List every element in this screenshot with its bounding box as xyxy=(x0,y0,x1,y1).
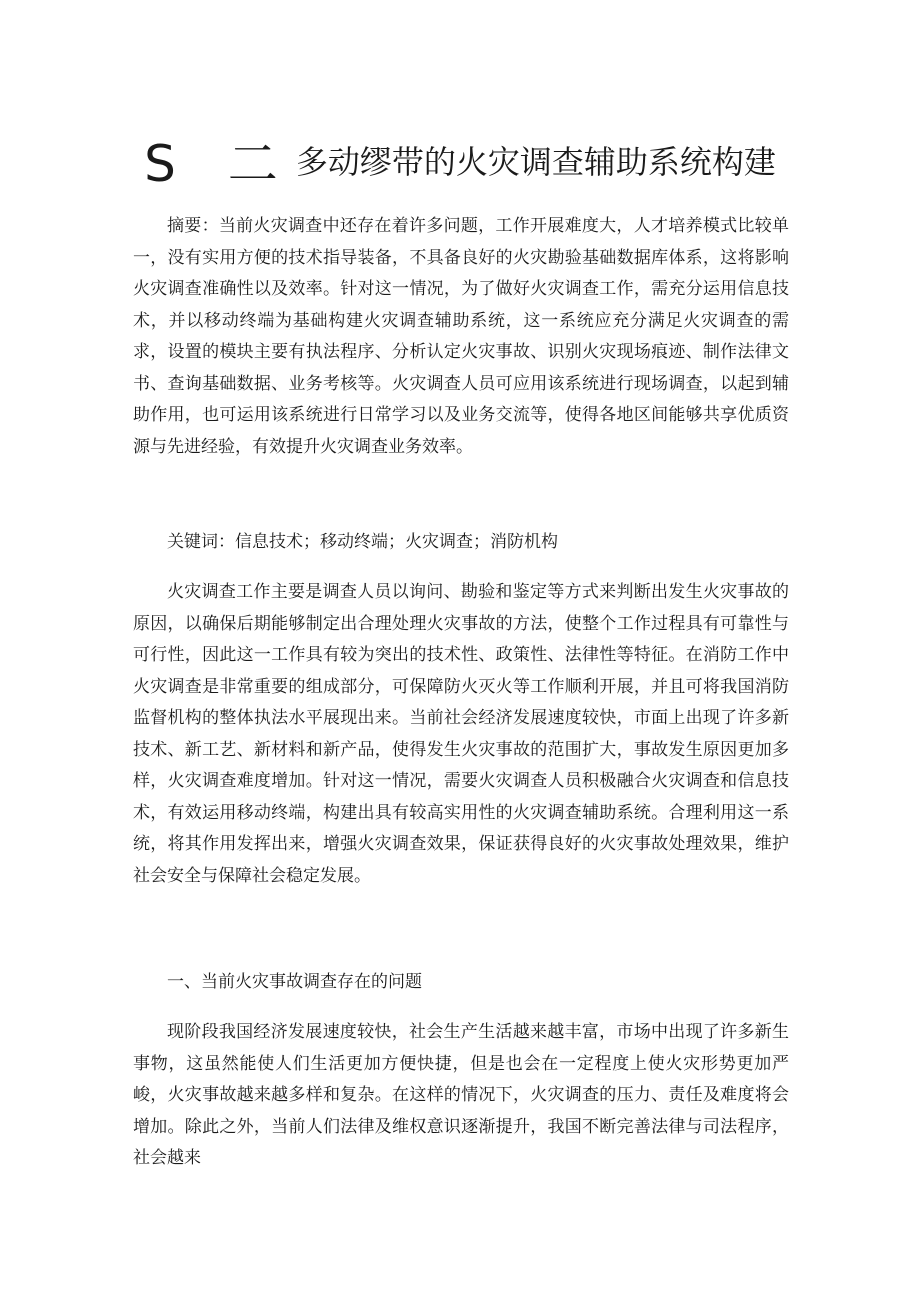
keywords-line: 关键词：信息技术；移动终端；火灾调查；消防机构 xyxy=(167,532,558,552)
document-title xyxy=(0,124,920,196)
intro-paragraph: 火灾调查工作主要是调查人员以询问、勘验和鉴定等方式来判断出发生火灾事故的原因，以确保后期能够制定出合理处理火灾事故的方法，使整个工作过程具有可靠性与可行性，因此这一工作具有较为突出的技术性、政策性、法律性等特征。在消防工作中火灾调查是非常重要的组成部分，可保障防火灭火等工作顺利开展，并且可将我国消防监督机构的整体执法水平展现出来。当前社会经济发展速度较快，市面上出现了许多新技术、新工艺、新材料和新产品，使得发生火灾事故的范围扩大，事故发生原因更加多样，火灾调查难度增加。针对这一情况，需要火灾调查人员积极融合火灾调查和信息技术，有效运用移动终端，构建出具有较高实用性的火灾调查辅助系统。合理利用这一系统，将其作用发挥出来，增强火灾调查效果，保证获得良好的火灾事故处理效果，维护社会安全与保障社会稳定发展。 xyxy=(133,582,789,886)
abstract-paragraph: 摘要：当前火灾调查中还存在着许多问题，工作开展难度大，人才培养模式比较单一，没有实用方便的技术指导装备，不具备良好的火灾勘验基础数据库体系，这将影响火灾调查准确性以及效率。针对这一情况，为了做好火灾调查工作，需充分运用信息技术，并以移动终端为基础构建火灾调查辅助系统，这一系统应充分满足火灾调查的需求，设置的模块主要有执法程序、分析认定火灾事故、识别火灾现场痕迹、制作法律文书、查询基础数据、业务考核等。火灾调查人员可应用该系统进行现场调查，以起到辅助作用，也可运用该系统进行日常学习以及业务交流等，使得各地区间能够共享优质资源与先进经验，有效提升火灾调查业务效率。 xyxy=(133,216,789,457)
title-main: 多动缪带的火灾调查辅助系统构建 xyxy=(295,143,776,181)
section-1-paragraph: 现阶段我国经济发展速度较快，社会生产生活越来越丰富，市场中出现了许多新生事物，这虽然能使人们生活更加方便快捷，但是也会在一定程度上使火灾形势更加严峻，火灾事故越来越多样和复杂。在这样的情况下，火灾调查的压力、责任及难度将会增加。除此之外，当前人们法律及维权意识逐渐提升，我国不断完善法律与司法程序，社会越来 xyxy=(133,1022,789,1168)
title-prefix: S 二 xyxy=(144,135,296,193)
section-heading-1: 一、当前火灾事故调查存在的问题 xyxy=(167,972,422,992)
